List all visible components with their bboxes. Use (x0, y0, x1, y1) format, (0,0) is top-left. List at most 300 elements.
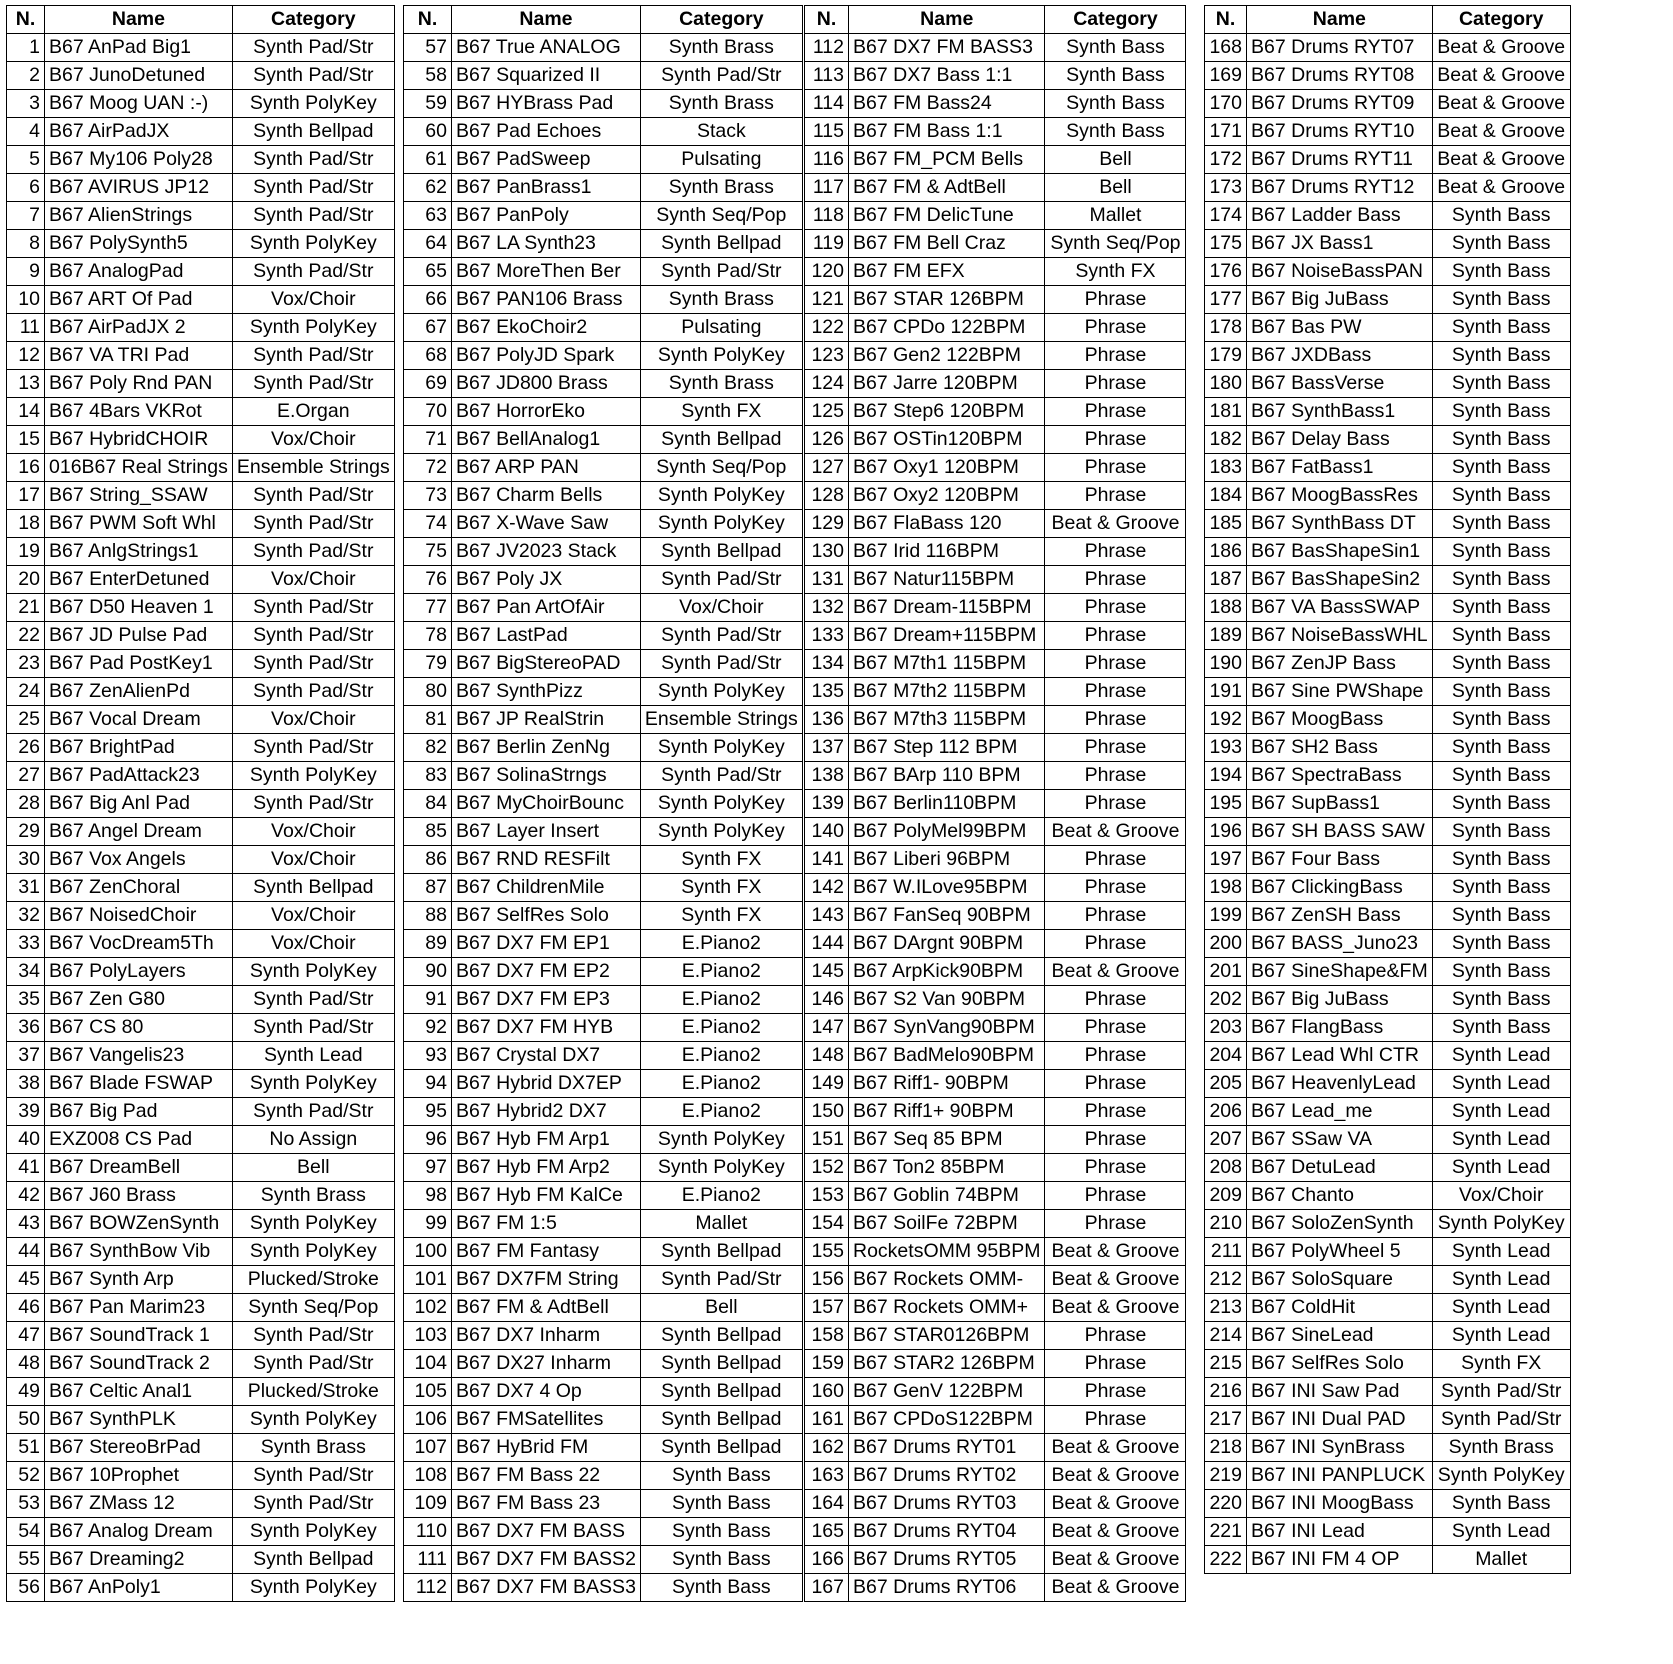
patch-name: B67 ZenAlienPd (45, 678, 233, 706)
patch-name: B67 Big JuBass (1247, 986, 1433, 1014)
patch-name: B67 FM Fantasy (452, 1238, 641, 1266)
table-row (805, 342, 1186, 370)
table-row (805, 146, 1186, 174)
patch-number: 59 (404, 90, 452, 118)
table-row (7, 930, 395, 958)
patch-category: Phrase (1045, 314, 1186, 342)
header-row (404, 6, 803, 34)
table-row (7, 90, 395, 118)
table-row (404, 846, 803, 874)
table-row (805, 762, 1186, 790)
table-row (404, 146, 803, 174)
table-row (805, 1574, 1186, 1602)
patch-category: E.Piano2 (640, 1070, 802, 1098)
patch-category: Phrase (1045, 594, 1186, 622)
patch-category: Bell (232, 1154, 394, 1182)
patch-category: Synth FX (1045, 258, 1186, 286)
patch-category: Vox/Choir (232, 706, 394, 734)
table-row (1205, 1210, 1571, 1238)
table-row (7, 1434, 395, 1462)
patch-category: Beat & Groove (1045, 818, 1186, 846)
patch-number: 120 (805, 258, 849, 286)
table-row (7, 230, 395, 258)
patch-category: Vox/Choir (232, 818, 394, 846)
patch-name: B67 Sine PWShape (1247, 678, 1433, 706)
table-row (1205, 566, 1571, 594)
patch-category: Synth Brass (640, 286, 802, 314)
patch-table-4 (1204, 5, 1571, 1574)
patch-number: 207 (1205, 1126, 1247, 1154)
patch-category: Synth Pad/Str (232, 594, 394, 622)
table-row (7, 1126, 395, 1154)
patch-number: 177 (1205, 286, 1247, 314)
patch-category: Synth Bass (1432, 594, 1570, 622)
patch-name: B67 Step6 120BPM (849, 398, 1045, 426)
patch-name: B67 DX27 Inharm (452, 1350, 641, 1378)
table-row (404, 62, 803, 90)
table-row (404, 818, 803, 846)
table-row (404, 678, 803, 706)
patch-category: Phrase (1045, 426, 1186, 454)
patch-category: Phrase (1045, 1070, 1186, 1098)
patch-name: B67 Vocal Dream (45, 706, 233, 734)
patch-name: B67 JV2023 Stack (452, 538, 641, 566)
patch-name: B67 Hybrid DX7EP (452, 1070, 641, 1098)
patch-number: 76 (404, 566, 452, 594)
patch-number: 62 (404, 174, 452, 202)
patch-category: Phrase (1045, 1322, 1186, 1350)
patch-category: Synth Lead (1432, 1238, 1570, 1266)
table-row (7, 986, 395, 1014)
patch-number: 146 (805, 986, 849, 1014)
patch-category: Synth Bellpad (640, 538, 802, 566)
patch-name: B67 AVIRUS JP12 (45, 174, 233, 202)
patch-name: B67 Squarized II (452, 62, 641, 90)
patch-number: 66 (404, 286, 452, 314)
table-row (805, 678, 1186, 706)
patch-category: Synth Bass (1432, 202, 1570, 230)
table-row (404, 1098, 803, 1126)
patch-name: B67 Drums RYT11 (1247, 146, 1433, 174)
table-row (1205, 874, 1571, 902)
patch-number: 78 (404, 622, 452, 650)
patch-category: Synth PolyKey (232, 958, 394, 986)
patch-number: 164 (805, 1490, 849, 1518)
patch-category: Synth Bass (1045, 118, 1186, 146)
patch-number: 94 (404, 1070, 452, 1098)
patch-number: 206 (1205, 1098, 1247, 1126)
patch-category: Beat & Groove (1432, 174, 1570, 202)
patch-number: 21 (7, 594, 45, 622)
patch-number: 215 (1205, 1350, 1247, 1378)
patch-category: Vox/Choir (232, 902, 394, 930)
patch-name: B67 VA TRI Pad (45, 342, 233, 370)
patch-category: Phrase (1045, 1098, 1186, 1126)
patch-number: 200 (1205, 930, 1247, 958)
patch-name: B67 DX7 FM BASS (452, 1518, 641, 1546)
patch-name: B67 DX7 4 Op (452, 1378, 641, 1406)
patch-name: B67 Drums RYT05 (849, 1546, 1045, 1574)
patch-name: B67 M7th1 115BPM (849, 650, 1045, 678)
patch-number: 122 (805, 314, 849, 342)
table-row (404, 286, 803, 314)
patch-number: 54 (7, 1518, 45, 1546)
patch-name: B67 AirPadJX 2 (45, 314, 233, 342)
patch-category: Bell (1045, 174, 1186, 202)
table-row (805, 426, 1186, 454)
patch-name: B67 ZenSH Bass (1247, 902, 1433, 930)
patch-name: B67 ColdHit (1247, 1294, 1433, 1322)
table-row (805, 1266, 1186, 1294)
patch-number: 50 (7, 1406, 45, 1434)
table-row (805, 314, 1186, 342)
patch-number: 125 (805, 398, 849, 426)
patch-name: B67 Dream-115BPM (849, 594, 1045, 622)
patch-name: B67 MoreThen Ber (452, 258, 641, 286)
patch-number: 191 (1205, 678, 1247, 706)
table-row (805, 1238, 1186, 1266)
patch-number: 69 (404, 370, 452, 398)
patch-category: Synth PolyKey (232, 1518, 394, 1546)
patch-category: E.Piano2 (640, 986, 802, 1014)
header-num: N. (404, 6, 452, 34)
patch-name: B67 Rockets OMM+ (849, 1294, 1045, 1322)
table-row (1205, 482, 1571, 510)
table-row (7, 34, 395, 62)
patch-name: B67 SoloZenSynth (1247, 1210, 1433, 1238)
table-row (805, 1378, 1186, 1406)
patch-category: Synth Bass (1432, 1490, 1570, 1518)
patch-category: Synth Pad/Str (640, 1266, 802, 1294)
patch-name: B67 FlaBass 120 (849, 510, 1045, 538)
table-row (404, 1462, 803, 1490)
patch-name: B67 NoiseBassWHL (1247, 622, 1433, 650)
patch-category: Synth Pad/Str (232, 482, 394, 510)
patch-name: B67 JD Pulse Pad (45, 622, 233, 650)
table-row (404, 986, 803, 1014)
patch-category: Synth Bass (1432, 678, 1570, 706)
patch-category: Plucked/Stroke (232, 1266, 394, 1294)
table-row (1205, 1490, 1571, 1518)
patch-category: Plucked/Stroke (232, 1378, 394, 1406)
table-row (805, 1462, 1186, 1490)
table-row (404, 622, 803, 650)
table-row (404, 426, 803, 454)
patch-number: 137 (805, 734, 849, 762)
patch-number: 84 (404, 790, 452, 818)
patch-category: Synth PolyKey (640, 510, 802, 538)
patch-category: Pulsating (640, 314, 802, 342)
table-row (404, 594, 803, 622)
patch-category: Synth FX (640, 846, 802, 874)
patch-number: 14 (7, 398, 45, 426)
patch-category: Phrase (1045, 1406, 1186, 1434)
patch-name: B67 FM EFX (849, 258, 1045, 286)
table-row (805, 594, 1186, 622)
table-row (404, 90, 803, 118)
patch-category: Phrase (1045, 930, 1186, 958)
patch-number: 179 (1205, 342, 1247, 370)
table-row (1205, 1238, 1571, 1266)
patch-number: 118 (805, 202, 849, 230)
patch-number: 212 (1205, 1266, 1247, 1294)
header-num: N. (7, 6, 45, 34)
patch-number: 17 (7, 482, 45, 510)
patch-number: 97 (404, 1154, 452, 1182)
patch-number: 123 (805, 342, 849, 370)
patch-number: 33 (7, 930, 45, 958)
patch-category: Synth PolyKey (640, 734, 802, 762)
patch-number: 184 (1205, 482, 1247, 510)
patch-name: B67 Irid 116BPM (849, 538, 1045, 566)
patch-category: Synth Bass (1045, 34, 1186, 62)
patch-name: B67 MoogBass (1247, 706, 1433, 734)
patch-name: B67 String_SSAW (45, 482, 233, 510)
header-num: N. (805, 6, 849, 34)
patch-category: Synth Pad/Str (232, 370, 394, 398)
patch-category: Phrase (1045, 1126, 1186, 1154)
patch-name: B67 Chanto (1247, 1182, 1433, 1210)
patch-name: B67 HyBrid FM (452, 1434, 641, 1462)
patch-category: E.Piano2 (640, 1098, 802, 1126)
patch-number: 19 (7, 538, 45, 566)
table-row (7, 762, 395, 790)
table-row (1205, 1322, 1571, 1350)
patch-list-page (6, 5, 1666, 1655)
patch-name: B67 Jarre 120BPM (849, 370, 1045, 398)
patch-category: Phrase (1045, 762, 1186, 790)
patch-name: B67 BigStereoPAD (452, 650, 641, 678)
patch-category: Synth Lead (1432, 1266, 1570, 1294)
patch-category: Mallet (1432, 1546, 1570, 1574)
table-row (1205, 258, 1571, 286)
patch-category: Vox/Choir (232, 566, 394, 594)
patch-category: Mallet (1045, 202, 1186, 230)
table-row (404, 482, 803, 510)
patch-category: Phrase (1045, 286, 1186, 314)
patch-number: 43 (7, 1210, 45, 1238)
patch-category: Synth PolyKey (640, 1154, 802, 1182)
patch-number: 180 (1205, 370, 1247, 398)
patch-number: 134 (805, 650, 849, 678)
table-row (1205, 62, 1571, 90)
patch-number: 147 (805, 1014, 849, 1042)
patch-category: Phrase (1045, 790, 1186, 818)
patch-name: B67 FM Bass 23 (452, 1490, 641, 1518)
patch-category: Synth PolyKey (232, 230, 394, 258)
patch-number: 121 (805, 286, 849, 314)
table-row (7, 174, 395, 202)
patch-number: 145 (805, 958, 849, 986)
patch-number: 172 (1205, 146, 1247, 174)
header-category: Category (232, 6, 394, 34)
patch-name: B67 OSTin120BPM (849, 426, 1045, 454)
patch-number: 208 (1205, 1154, 1247, 1182)
patch-category: Synth PolyKey (232, 90, 394, 118)
table-row (404, 1406, 803, 1434)
table-row (1205, 650, 1571, 678)
header-category: Category (1045, 6, 1186, 34)
patch-category: Synth Seq/Pop (232, 1294, 394, 1322)
patch-number: 1 (7, 34, 45, 62)
patch-number: 108 (404, 1462, 452, 1490)
patch-category: Synth Bellpad (640, 1322, 802, 1350)
table-row (7, 594, 395, 622)
patch-category: Synth Brass (232, 1182, 394, 1210)
patch-category: Synth Pad/Str (232, 202, 394, 230)
patch-name: B67 ARP PAN (452, 454, 641, 482)
header-num: N. (1205, 6, 1247, 34)
patch-name: B67 PadAttack23 (45, 762, 233, 790)
patch-category: Synth Bass (640, 1518, 802, 1546)
patch-category: Synth Pad/Str (232, 258, 394, 286)
patch-category: Synth Bellpad (640, 230, 802, 258)
patch-number: 11 (7, 314, 45, 342)
patch-category: Synth Seq/Pop (1045, 230, 1186, 258)
patch-number: 159 (805, 1350, 849, 1378)
patch-number: 186 (1205, 538, 1247, 566)
header-category: Category (1432, 6, 1570, 34)
patch-category: Beat & Groove (1432, 146, 1570, 174)
patch-name: B67 Poly Rnd PAN (45, 370, 233, 398)
table-row (7, 790, 395, 818)
patch-name: B67 Blade FSWAP (45, 1070, 233, 1098)
table-row (1205, 1014, 1571, 1042)
patch-category: Synth FX (1432, 1350, 1570, 1378)
table-row (1205, 1294, 1571, 1322)
patch-name: B67 J60 Brass (45, 1182, 233, 1210)
patch-category: Synth Pad/Str (232, 734, 394, 762)
patch-category: Synth Pad/Str (232, 538, 394, 566)
patch-category: Synth Lead (1432, 1098, 1570, 1126)
patch-category: Synth Bass (1432, 902, 1570, 930)
patch-name: B67 Oxy1 120BPM (849, 454, 1045, 482)
patch-name: B67 BadMelo90BPM (849, 1042, 1045, 1070)
patch-name: B67 STAR2 126BPM (849, 1350, 1045, 1378)
patch-category: Synth PolyKey (640, 1126, 802, 1154)
patch-name: B67 Drums RYT10 (1247, 118, 1433, 146)
patch-number: 52 (7, 1462, 45, 1490)
patch-table-1 (6, 5, 395, 1602)
patch-number: 49 (7, 1378, 45, 1406)
table-row (805, 90, 1186, 118)
patch-name: B67 CS 80 (45, 1014, 233, 1042)
patch-name: B67 AirPadJX (45, 118, 233, 146)
patch-number: 185 (1205, 510, 1247, 538)
patch-number: 143 (805, 902, 849, 930)
patch-category: Synth Lead (1432, 1294, 1570, 1322)
patch-number: 6 (7, 174, 45, 202)
table-row (805, 846, 1186, 874)
patch-number: 112 (805, 34, 849, 62)
patch-name: B67 BellAnalog1 (452, 426, 641, 454)
patch-category: Phrase (1045, 706, 1186, 734)
patch-category: Phrase (1045, 538, 1186, 566)
patch-number: 51 (7, 1434, 45, 1462)
patch-name: B67 Lead Whl CTR (1247, 1042, 1433, 1070)
table-row (404, 1350, 803, 1378)
patch-category: Beat & Groove (1432, 34, 1570, 62)
table-row (404, 1154, 803, 1182)
table-row (404, 1266, 803, 1294)
patch-category: Bell (640, 1294, 802, 1322)
patch-name: B67 Big JuBass (1247, 286, 1433, 314)
patch-number: 32 (7, 902, 45, 930)
patch-number: 126 (805, 426, 849, 454)
patch-name: B67 AnlgStrings1 (45, 538, 233, 566)
patch-category: Synth PolyKey (232, 1210, 394, 1238)
table-row (7, 1574, 395, 1602)
table-row (1205, 1070, 1571, 1098)
patch-category: Phrase (1045, 1378, 1186, 1406)
patch-category: Ensemble Strings (640, 706, 802, 734)
patch-number: 203 (1205, 1014, 1247, 1042)
patch-name: B67 Zen G80 (45, 986, 233, 1014)
table-row (404, 118, 803, 146)
patch-category: Synth Seq/Pop (640, 202, 802, 230)
patch-name: B67 PanBrass1 (452, 174, 641, 202)
patch-name: B67 BASS_Juno23 (1247, 930, 1433, 958)
table-row (1205, 426, 1571, 454)
patch-category: Phrase (1045, 1014, 1186, 1042)
patch-name: B67 INI Saw Pad (1247, 1378, 1433, 1406)
patch-name: B67 SolinaStrngs (452, 762, 641, 790)
table-row (805, 958, 1186, 986)
patch-number: 165 (805, 1518, 849, 1546)
patch-number: 152 (805, 1154, 849, 1182)
patch-name: B67 ClickingBass (1247, 874, 1433, 902)
table-row (7, 818, 395, 846)
table-row (7, 1014, 395, 1042)
table-row (805, 62, 1186, 90)
patch-number: 195 (1205, 790, 1247, 818)
patch-name: B67 DX7FM String (452, 1266, 641, 1294)
patch-name: B67 FM Bass24 (849, 90, 1045, 118)
patch-number: 114 (805, 90, 849, 118)
patch-category: Synth Bass (1432, 482, 1570, 510)
patch-category: Synth Pad/Str (232, 62, 394, 90)
patch-name: B67 HorrorEko (452, 398, 641, 426)
table-row (1205, 1042, 1571, 1070)
patch-category: Beat & Groove (1045, 1238, 1186, 1266)
table-row (1205, 1462, 1571, 1490)
patch-name: B67 BasShapeSin2 (1247, 566, 1433, 594)
patch-category: Vox/Choir (232, 930, 394, 958)
table-row (1205, 146, 1571, 174)
table-row (1205, 1546, 1571, 1574)
patch-name: B67 JX Bass1 (1247, 230, 1433, 258)
patch-category: Synth Pad/Str (232, 146, 394, 174)
patch-number: 12 (7, 342, 45, 370)
patch-number: 221 (1205, 1518, 1247, 1546)
patch-name: B67 Hyb FM Arp1 (452, 1126, 641, 1154)
patch-number: 5 (7, 146, 45, 174)
table-row (404, 706, 803, 734)
table-row (404, 1042, 803, 1070)
patch-name: B67 FM Bell Craz (849, 230, 1045, 258)
patch-name: B67 4Bars VKRot (45, 398, 233, 426)
patch-name: B67 NoiseBassPAN (1247, 258, 1433, 286)
patch-name: B67 Synth Arp (45, 1266, 233, 1294)
patch-category: Synth Bass (1432, 538, 1570, 566)
patch-name: B67 DArgnt 90BPM (849, 930, 1045, 958)
patch-name: B67 D50 Heaven 1 (45, 594, 233, 622)
table-row (7, 146, 395, 174)
patch-name: B67 FanSeq 90BPM (849, 902, 1045, 930)
table-row (7, 650, 395, 678)
patch-number: 216 (1205, 1378, 1247, 1406)
patch-name: B67 DreamBell (45, 1154, 233, 1182)
